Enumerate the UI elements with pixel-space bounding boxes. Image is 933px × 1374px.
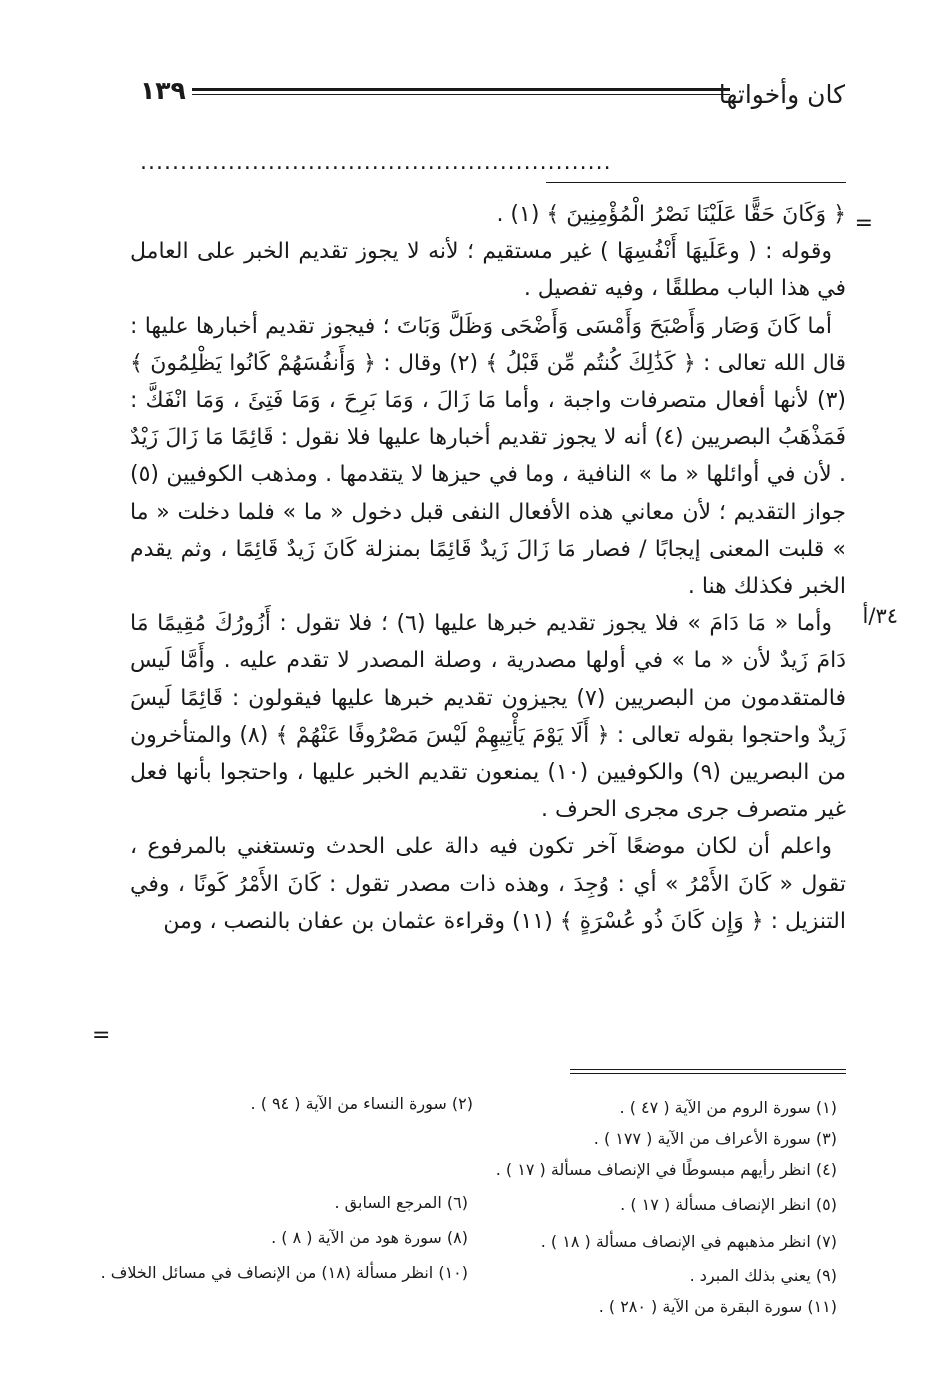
footnote-5: (٥) انظر الإنصاف مسألة ( ١٧ ) . xyxy=(620,1195,837,1214)
page-number: ١٣٩ xyxy=(140,76,186,105)
end-continuation-mark: = xyxy=(92,1023,111,1048)
paragraph-3: وأما « مَا دَامَ » فلا يجوز تقديم خبرها عليها (٦) ؛ فلا تقول : أَزُورُكَ مُقِيمًا مَا دَامَ زَيدٌ لأن « ما » في أولها مصدرية ، وصلة المصدر لا تقدم عليه . وأَمَّا لَيس فالمتقدمون من البصريين (٧) يجيزون تقديم خبرها عليها فيقولون : قَائِمًا لَيسَ زَيدٌ واحتجوا بقوله تعالى : ﴿ أَلَا يَوْمَ يَأْتِيهِمْ لَيْسَ مَصْرُوفًا عَنْهُمْ ﴾ (٨) والمتأخرون من البصريين (٩) والكوفيين (١٠) يمنعون تقديم الخبر عليها ، واحتجوا بأنها فعل غير متصرف جرى مجرى الحرف . xyxy=(130,611,847,823)
footnote-1: (١) سورة الروم من الآية ( ٤٧ ) . xyxy=(619,1098,837,1117)
footnote-10: (١٠) انظر مسألة (١٨) من الإنصاف في مسائل الخلاف . xyxy=(100,1263,468,1282)
footnote-8: (٨) سورة هود من الآية ( ٨ ) . xyxy=(271,1228,468,1247)
paragraph-4: واعلم أن لكان موضعًا آخر تكون فيه دالة على الحدث وتستغني بالمرفوع ، تقول « كَانَ الأَمْرُ » أي : وُجِدَ ، وهذه ذات مصدر تقول : كَانَ الأَمْرُ كَونًا ، وفي التنزيل : ﴿ وَإِن كَانَ ذُو عُسْرَةٍ ﴾ (١١) وقراءة عثمان بن عفان بالنصب ، ومن xyxy=(130,834,846,934)
paragraph-1: وقوله : ( وعَلَيهَا أَنْفُسِهَا ) غير مستقيم ؛ لأنه لا يجوز تقديم الخبر على العامل في هذا الباب مطلقًا ، وفيه تفصيل . xyxy=(130,239,846,302)
running-header-title: كان وأخواتها xyxy=(718,80,845,109)
footnote-9: (٩) يعني بذلك المبرد . xyxy=(689,1266,837,1285)
footnote-2: (٢) سورة النساء من الآية ( ٩٤ ) . xyxy=(250,1094,473,1113)
footnote-11: (١١) سورة البقرة من الآية ( ٢٨٠ ) . xyxy=(598,1297,837,1316)
footnote-rule xyxy=(570,1069,846,1074)
footnote-7: (٧) انظر مذهبهم في الإنصاف مسألة ( ١٨ ) . xyxy=(540,1232,837,1251)
footnote-3: (٣) سورة الأعراف من الآية ( ١٧٧ ) . xyxy=(593,1129,837,1148)
folio-marker: ٣٤/أ xyxy=(862,604,898,628)
header-rule xyxy=(192,88,730,95)
separator-dots: ........................................................... xyxy=(140,150,612,175)
footnote-6: (٦) المرجع السابق . xyxy=(334,1193,468,1212)
separator-rule xyxy=(546,182,846,183)
footnote-4: (٤) انظر رأيهم مبسوطًا في الإنصاف مسألة ( ١٧ ) . xyxy=(495,1160,837,1179)
continuation-mark: = xyxy=(854,211,873,236)
quran-verse-line: ﴿ وَكَانَ حَقًّا عَلَيْنَا نَصْرُ الْمُؤْمِنِينَ ﴾ (١) . xyxy=(496,202,846,227)
main-text xyxy=(130,196,846,940)
paragraph-2: أما كَانَ وَصَار وَأَصْبَحَ وَأَمْسَى وَأَضْحَى وَظَلَّ وَبَاتَ ؛ فيجوز تقديم أخبارها عليها : قال الله تعالى : ﴿ كَذَٰلِكَ كُنتُم مِّن قَبْلُ ﴾ (٢) وقال : ﴿ وَأَنفُسَهُمْ كَانُوا يَظْلِمُونَ ﴾ (٣) لأنها أفعال متصرفات واجبة ، وأما مَا زَالَ ، وَمَا بَرِحَ ، وَمَا فَتِئَ ، وَمَا انْفَكَّ : فَمَذْهَبُ البصريين (٤) أنه لا يجوز تقديم أخبارها عليها فلا نقول : قَائِمًا مَا زَالَ زَيْدٌ . لأن في أوائلها « ما » النافية ، وما في حيزها لا يتقدمها . ومذهب الكوفيين (٥) جواز التقديم ؛ لأن معاني هذه الأفعال النفى قبل دخول « ما » فلما دخلت « ما » قلبت المعنى إيجابًا / فصار مَا زَالَ زَيدٌ قَائِمًا بمنزلة كَانَ زَيدٌ قَائِمًا ، وثم يقدم الخبر فكذلك هنا . xyxy=(130,313,846,600)
